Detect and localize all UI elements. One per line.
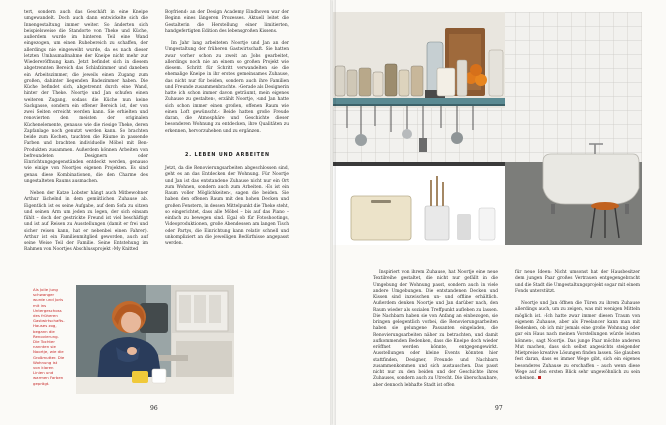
interior-photo	[333, 12, 642, 245]
paragraph: für neue Ideen: Nicht umsonst hat der Hausbesitzer dem jungen Paar großes Vertrauen entgegengebracht und die Stadt die Umgestaltungsprojekt sogar mit einem Fonds unterstützt.	[515, 270, 640, 294]
portrait-photo	[76, 285, 234, 394]
right-column-2	[515, 270, 640, 388]
portrait-illustration	[76, 285, 234, 394]
paragraph: Jetzt, da die Renovierungsarbeiten abgeschlossen sind, geht es an das Entdecken der Wohnung. Für Noortje und Jan ist das entstandene Zuhause nicht nur ein Ort zum Wohnen, sondern auch zum Arbeiten. ›Es ist ein Raum voller Möglichkeiten‹, sagen die beiden. Sie haben den offenen Raum mit den hohen Decken und großen Fenstern, in dessen Mittelpunkt die Theke steht, so eingerichtet, dass alle Möbel – bis auf das Piano – einfach zu bewegen sind. Egal ob für Fotoshootings, Videoproduktionen, große Abendessen am langen Tisch oder Partys, die Einrichtung kann relativ schnell und unkompliziert an die jeweiligen Bedürfnisse angepasst werden.	[165, 166, 289, 246]
paragraph: Im Jahr lang arbeiteten Noortje und Jan an der Umgestaltung der früheren Gastwirtschaft. Sie hatten zwar vorher schon zu zweit an Jobs gearbeitet, allerdings noch nie an einem so großen Projekt wie diesem. Schritt für Schritt verwandelten sie die ehemalige Kneipe in ihr erstes gemeinsames Zuhause, das nicht nur für beiden, sondern auch ihre Familien und Freunde zusammenbrachte. ›Gerade als Designerin hatte ich schon immer davon geträumt, mein eigenes Zuhause zu gestalten‹, erzählt Noortje, ›und Jan hatte sich schon immer einen großen, offenen Raum wie einen Loft gewünscht.‹ Beide hatten große Freude daran, die Atmosphäre und Geschichte dieser besonderen Wohnung zu entdecken, ihre Qualitäten zu erkennen, hervorzuheben und zu ergänzen.	[165, 41, 289, 134]
left-column-2	[165, 10, 289, 141]
paragraph: Inspiriert von ihrem Zuhause, hat Noortje eine neue Textilreihe gestaltet, die nicht nur gefällt in die Umgebung der Wohnung passt, sondern auch in viele andere Umgebungen. Die entstandenen Decken und Kissen sind inzwischen un- und offline erhältlich. Außerdem denken Noortje und Jan darüber nach, den Raum wieder als sozialen Treffpunkt aufleben zu lassen. Die Nachbarn haben sie von Anfang an einbezogen, sie bringen gelegentlich vorbei, die Renovierungsarbeiten haben sie gelungene Passanten eingeladen, die Renovierungsarbeiten näher zu betrachten, und damit aufkommenden Bedenken, dass die Kneipe doch wieder eröffnet werden könnte, entgegengewirkt. Ausstellungen oder kleine Events könnten hier stattfinden, Designer, Freunde und Nachbarn zusammenkommen und sich austauschen. Das passt nicht nur zu den beiden und der Geschichte ihres Zuhauses, sondern auch zu Utrecht. Die überschaubare, aber dennoch lebhafte Stadt ist offen	[373, 270, 498, 388]
left-column-1	[24, 10, 148, 260]
page-number: 97	[495, 405, 503, 412]
left-column-2-continued	[165, 166, 289, 253]
photo-caption: Als Jolie Jung schwanger wurde und Joris mit ins Untergeschoss des früheren Gastwirtschafts-Hauses zog, begann die Renovierung. Die Tochter nannten sie Noortje, wie die Großmutter. Die Wohnung ist von klaren Linien und warmen Farben geprägt.	[33, 287, 65, 386]
section-heading: 2. LEBEN UND ARBEITEN	[185, 153, 270, 158]
paragraph: Neben der Katze Lobster hängt auch Mitbewohner Arthur lächelnd in dem gemütlichen Zuhause ab. Eigentlich ist es seine Aufgabe, auf dem Sofa zu sitzen und seinen Arm um jeden zu legen, der sich einsam fühlt – doch der gestrickte Freund ist viel beschäftigt und ist auf Reisen zu Ausstellungen (damit er frei und sicher reisen kann, hat er nebenbei einen Fahrer). Arthur ist ein Familienmitglied geworden, auch auf seine Weise Teil der Familie. Seine Entstehung im Rahmen von Noortjes Abschlussprojekt ›My Knitted	[24, 191, 148, 253]
paragraph: tert, sondern auch das Geschäft in eine Kneipe umgewandelt. Doch auch dann entwickelte sich die Innengestaltung immer weiter. So änderten sich beispielsweise die Standorte von Theke und Küche, außerdem wurde im hinteren Teil eine Wand eingezogen, um einen Ruhebereich zu schaffen, der allerdings nie eingeweiht wurde, da es nach dieser letzten Umbaumaßnahme der Kneipe nicht mehr zur Wiedereröffnung kam. Jetzt befindet sich in diesem abgetrennten Bereich das Schlafzimmer und daneben ein Arbeitszimmer, die jeweils einen Zugang zum großen, dahinter liegenden Badezimmer haben. Die Küche befindet sich, abgetrennt durch eine Wand, hinter der Theke. Noortje und Jan schufen einen weiteren Zugang, sodass die Küche nun keine Sackgasse, sondern ein offener Bereich ist, der von zwei Seiten erreicht werden kann. Sie erhielten und renovierten den meisten der originalen Küchenelemente, genauso wie die riesige Theke, deren Zapfanlage noch genutzt werden kann. So brachten beide zum Kochen, tauchten die Räume in passende Farben und brachten individuelle Möbel mit Ben-Produkten zusammen. Außerdem können Arbeiten von befreundeten Designern oder Einrichtungsgegenständen entdeckt werden, genauso wie einige von Noortjes eigenen Projekten. Es sind genau diese Kombinationen, die den Charme des ungestalteten Raums ausmachen.	[24, 10, 148, 184]
paragraph: Boyfriend‹ an der Design Academy Eindhoven war der Beginn eines längeren Prozesses. Aktuell leitet die Gestalterin die Herstellung einer limitierten, handgefertigten Edition des lebensgroßen Kissens.	[165, 10, 289, 34]
right-page	[333, 0, 666, 425]
right-column-1	[373, 270, 498, 395]
spine-gutter	[330, 0, 336, 425]
paragraph-text: Noortje und Jan öffnen die Türen zu ihrem Zuhause allerdings auch, um zu zeigen, was mit wenigen Mitteln möglich ist. ›Ich hatte zwar immer diesen Traum von eigenem Zuhause, aber als Freelancer kann man mit Bedenken, ob ich mir jemals eine große Wohnung oder gar ein Haus nach meinen Vorstellungen würde leisten können‹, sagt Noortje. Das junge Paar möchte anderen Mut machen, dass sich selbst angesichts steigender Mietpreise kreative Lösungen finden lassen. Sie glauben fest daran, dass es immer Wege gibt, sich ein eigenes besonderes Zuhause zu erschaffen – auch wenn diese Wege auf den ersten Blick sehr ungewöhnlich zu sein scheinen.	[515, 301, 640, 381]
end-mark-icon	[538, 376, 541, 379]
paragraph	[515, 301, 640, 382]
page-number: 96	[150, 405, 158, 412]
interior-illustration	[333, 12, 642, 245]
